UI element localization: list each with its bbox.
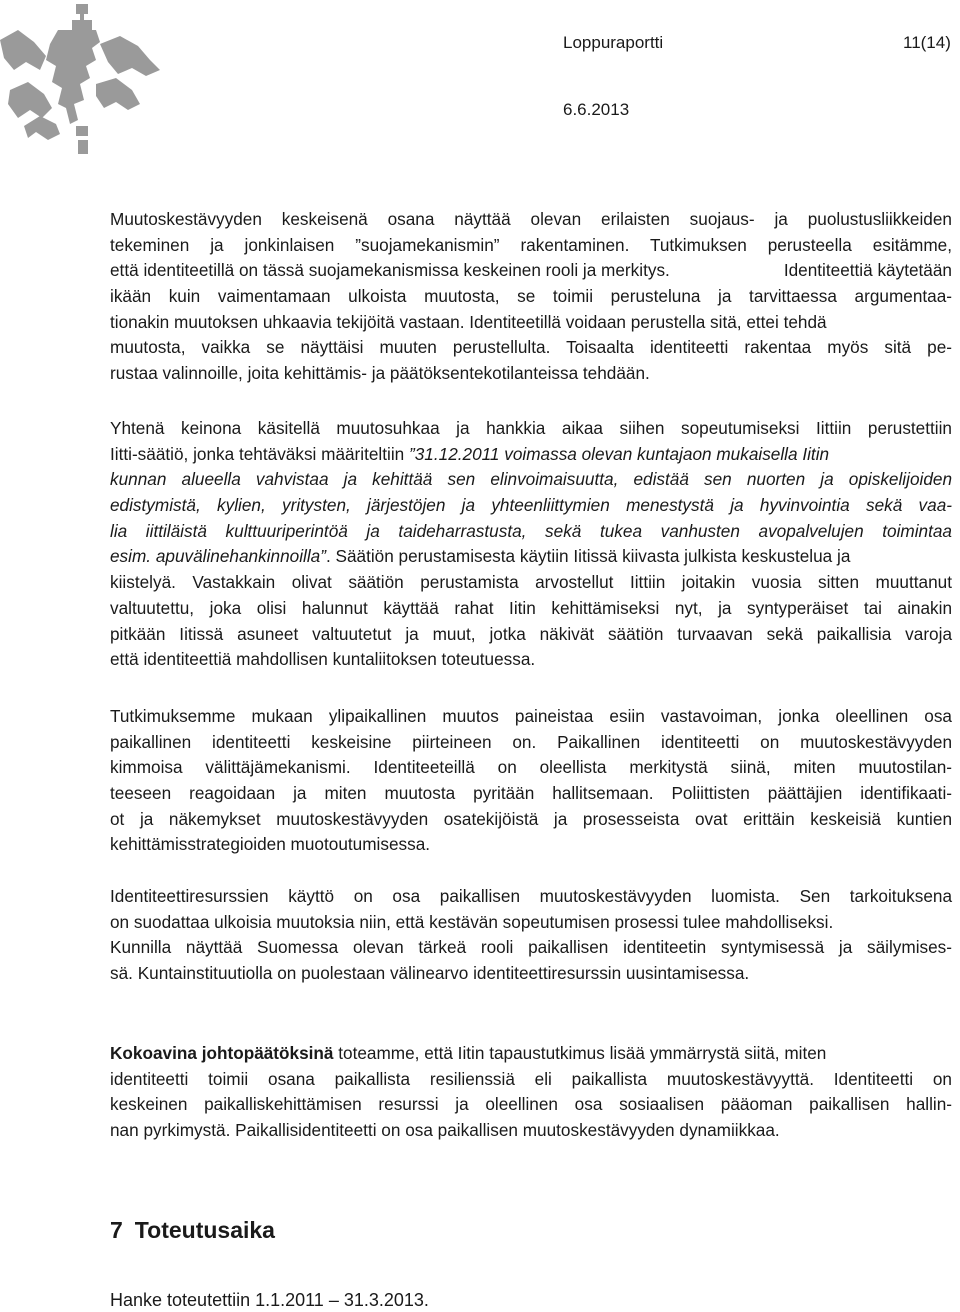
section-title: Toteutusaika xyxy=(134,1217,275,1243)
text-line xyxy=(110,519,952,545)
quote-text: edistymistä, kylien, yritysten, järjestöjen ja yhteenliittymien menestystä ja hyvinvointia sekä vaa- xyxy=(110,495,952,516)
quote-text: esim. apuvälinehankinnoilla” xyxy=(110,546,326,567)
paragraph-3 xyxy=(110,704,952,858)
university-logo-icon xyxy=(0,0,170,160)
paragraph-2 xyxy=(110,416,952,673)
section-heading xyxy=(110,1217,275,1244)
bold-lead: Kokoavina johtopäätöksinä xyxy=(110,1043,334,1063)
text-line: Kunnilla näyttää Suomessa olevan tärkeä rooli paikallisen identiteetin syntymisessä ja säilymises- xyxy=(110,937,952,958)
text-line: teeseen reagoidaan ja miten muutosta pyritään hallitsemaan. Poliittisten päättäjien identifikaati- xyxy=(110,783,952,804)
text-line: sä. Kuntainstituutiolla on puolestaan välinearvo identiteettiresurssin uusintamisessa. xyxy=(110,963,750,984)
text-segment: Iitti-säätiö, jonka tehtäväksi määriteltiin xyxy=(110,443,410,464)
text-line: pitkään Iitissä asuneet valtuutetut ja muut, jotka näkivät säätiön turvaavan sekä paikallisia varoja xyxy=(110,623,952,644)
text-line xyxy=(110,493,952,519)
text-line: nan pyrkimystä. Paikallisidentiteetti on osa paikallisen muutoskestävyyden dynamiikkaa. xyxy=(110,1120,780,1141)
quote-text: lia iittiläistä kulttuuriperintöä ja taideharrastusta, sekä tukea vanhusten avopalvelujen toimintaa xyxy=(110,520,952,541)
text-line xyxy=(110,544,952,570)
text-segment: Identiteettiä käytetään xyxy=(783,260,952,281)
text-line: että identiteettiä mahdollisen kuntaliitoksen toteutuessa. xyxy=(110,649,536,670)
text-line: rustaa valinnoille, joita kehittämis- ja päätöksentekotilanteissa tehdään. xyxy=(110,363,650,384)
text-line xyxy=(110,442,952,468)
page-number: 11(14) xyxy=(903,33,951,52)
text-line: on suodattaa ulkoisia muutoksia niin, että kestävän sopeutumisen prosessi tulee mahdolliseksi. xyxy=(110,911,834,932)
text-line: ot ja näkemykset muutoskestävyyden osatekijöistä ja prosesseista ovat erittäin keskeisiä kuntien xyxy=(110,808,952,829)
text-line: keskeinen paikalliskehittämisen resurssi ja oleellinen osa sosiaalisen pääoman paikallisen hallin- xyxy=(110,1094,952,1115)
document-title: Loppuraportti xyxy=(563,33,664,52)
text-line xyxy=(110,1041,952,1067)
text-line: paikallinen identiteetti keskeisine piirteineen on. Paikallinen identiteetti on muutoskestävyyden xyxy=(110,731,952,752)
footer-text: Hanke toteutettiin 1.1.2011 – 31.3.2013. xyxy=(110,1290,429,1310)
paragraph-4 xyxy=(110,884,952,987)
text-line xyxy=(110,258,952,284)
text-line: Muutoskestävyyden keskeisenä osana näyttää olevan erilaisten suojaus- ja puolustusliikkeiden xyxy=(110,209,952,229)
text-line: Identiteettiresurssien käyttö on osa paikallisen muutoskestävyyden luomista. Sen tarkoituksena xyxy=(110,886,952,906)
paragraph-1 xyxy=(110,207,952,387)
text-line: Yhtenä keinona käsitellä muutosuhkaa ja hankkia aikaa siihen sopeutumiseksi Iittiin perustettiin xyxy=(110,418,952,438)
text-line: ikään kuin vaimentamaan ulkoista muutosta, se toimii perusteluna ja tarvittaessa argumentaa- xyxy=(110,286,952,307)
section-number: 7 xyxy=(110,1217,123,1243)
text-line: tionakin muutoksen uhkaavia tekijöitä vastaan. Identiteetillä voidaan perustella sitä, ettei tehdä xyxy=(110,311,827,332)
quote-text: ”31.12.2011 voimassa olevan kuntajaon mukaisella Iitin xyxy=(409,443,830,464)
text-line xyxy=(110,467,952,493)
document-date: 6.6.2013 xyxy=(563,100,630,119)
text-line: valtuutettu, joka olisi halunnut käyttää rahat Iitin kehittämiseksi nyt, ja syntyperäiset tai ainakin xyxy=(110,597,952,618)
text-segment: . Säätiön perustamisesta käytiin Iitissä kiivasta julkista keskustelua ja xyxy=(325,546,851,567)
text-line: kimmoisa välittäjämekanismi. Identiteeteillä on oleellista merkitystä siinä, miten muutostilan- xyxy=(110,757,952,778)
quote-text: kunnan alueella vahvistaa ja kehittää sen elinvoimaisuutta, edistää sen nuorten ja opiskelijoiden xyxy=(110,469,952,490)
text-line: kiistelyä. Vastakkain olivat säätiön perustamista arvostellut Iittiin joitakin vuosia sitten muuttanut xyxy=(110,572,952,593)
text-line: Tutkimuksemme mukaan ylipaikallinen muutos paineistaa esiin vastavoiman, jonka oleellinen osa xyxy=(110,706,952,726)
text-line: identiteetti toimii osana paikallista resilienssiä eli paikallista muutoskestävyyttä. Identiteetti on xyxy=(110,1068,952,1089)
text-line: kehittämisstrategioiden muotoutumisessa. xyxy=(110,834,431,855)
text-line: tekeminen ja jonkinlaisen ”suojamekanismin” rakentaminen. Tutkimuksen perusteella esitämme, xyxy=(110,234,952,255)
text-segment: että identiteetillä on tässä suojamekanismissa keskeinen rooli ja merkitys. xyxy=(110,260,670,281)
text-line: muutosta, vaikka se näyttäisi muuten perustellulta. Toisaalta identiteetti rakentaa myös sitä pe- xyxy=(110,337,952,358)
text-segment: toteamme, että Iitin tapaustutkimus lisää ymmärrystä siitä, miten xyxy=(333,1043,827,1063)
paragraph-5 xyxy=(110,1041,952,1144)
